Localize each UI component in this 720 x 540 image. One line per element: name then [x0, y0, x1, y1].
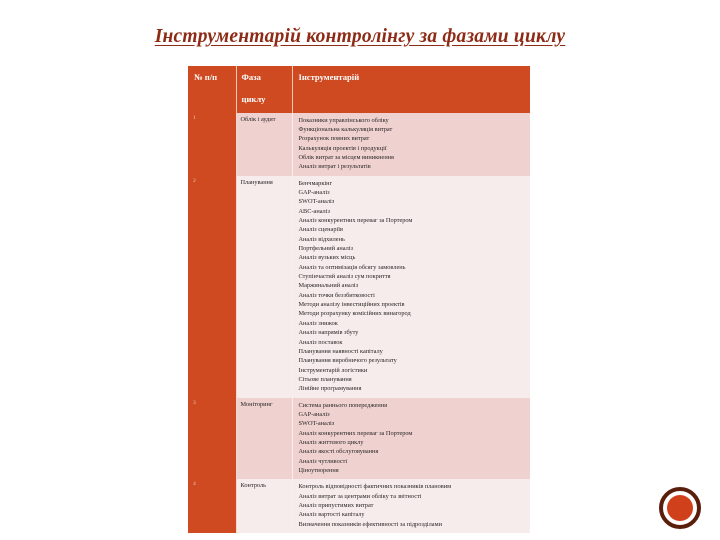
cell-tools	[292, 398, 530, 480]
tool-item: Аналіз якості обслуговування	[298, 448, 379, 456]
tool-item: Аналіз точки беззбитковості	[298, 291, 375, 299]
column-header-phase-line1: Фаза	[241, 72, 261, 82]
tool-item: Сітьове планування	[298, 375, 352, 383]
cell-phase: Планування	[236, 176, 292, 398]
tool-item: Аналіз відхилень	[298, 235, 345, 243]
tool-item: Облік витрат за місцем виникнення	[298, 153, 394, 161]
tool-item: Планування виробничого результату	[298, 357, 397, 365]
page-title: Інструментарій контролінгу за фазами циклу	[154, 26, 566, 47]
tool-item: Аналіз вартості капіталу	[298, 511, 365, 519]
cell-tools	[292, 479, 530, 533]
tool-item: Інструментарій логістики	[298, 366, 368, 374]
tool-item: Ступінчастий аналіз сум покриття	[298, 273, 391, 281]
table-row	[188, 479, 530, 533]
tool-item: Аналіз життєвого циклу	[298, 438, 364, 446]
tool-item: Функціональна калькуляція витрат	[298, 125, 393, 133]
tool-item: Система раннього попередження	[298, 401, 388, 409]
tool-item: Планування наявності капіталу	[298, 347, 383, 355]
table-row	[188, 176, 530, 398]
tool-item: Аналіз витрат і результатів	[298, 163, 371, 171]
tool-item: Аналіз витрат за центрами обліку та звітності	[298, 492, 422, 500]
tool-item: Аналіз знижок	[298, 319, 338, 327]
column-header-number: № п/п	[188, 66, 236, 113]
decorative-circle-mark	[659, 487, 701, 529]
cell-number: 4	[188, 479, 236, 533]
table-row	[188, 113, 530, 176]
tool-item: Розрахунок повних витрат	[298, 135, 370, 143]
column-header-tools: Інструментарій	[292, 66, 530, 113]
tool-item: Аналіз вузьких місць	[298, 254, 356, 262]
tool-item: Аналіз чутливості	[298, 457, 348, 465]
tool-item: Аналіз конкурентних переваг за Портером	[298, 217, 413, 225]
tool-item: Аналіз поставок	[298, 338, 343, 346]
tool-item: GAP-аналіз	[298, 410, 330, 418]
cell-number: 3	[188, 398, 236, 480]
cell-tools	[292, 176, 530, 398]
table-header-row	[188, 66, 530, 113]
tool-item: Аналіз конкурентних переваг за Портером	[298, 429, 413, 437]
tool-item: GAP-аналіз	[298, 189, 330, 197]
tool-item: Аналіз сценаріїв	[298, 226, 343, 234]
tool-item: Бенчмаркінг	[298, 179, 333, 187]
tool-item: Визначення показників ефективності за підрозділами	[298, 520, 442, 528]
tool-item: Методи розрахунку комісійних винагород	[298, 310, 411, 318]
tool-item: Маржинальний аналіз	[298, 282, 359, 290]
tool-item: Ціноутворення	[298, 466, 339, 474]
tool-item: Аналіз та оптимізація обсягу замовлень	[298, 263, 406, 271]
tool-item: Калькуляція проектів і продукції	[298, 144, 387, 152]
tool-item: SWOT-аналіз	[298, 198, 335, 206]
column-header-phase	[236, 66, 292, 113]
table-body	[188, 113, 530, 533]
column-header-phase-line2: циклу	[241, 94, 266, 105]
cell-phase: Облік і аудит	[236, 113, 292, 176]
tool-item: SWOT-аналіз	[298, 420, 335, 428]
table-row	[188, 398, 530, 480]
tool-item: Методи аналізу інвестиційних проектів	[298, 301, 405, 309]
cell-tools	[292, 113, 530, 176]
cell-number: 2	[188, 176, 236, 398]
cell-number: 1	[188, 113, 236, 176]
tool-item: Контроль відповідності фактичних показників плановим	[298, 483, 452, 491]
cell-phase: Моніторинг	[236, 398, 292, 480]
tool-item: Аналіз припустимих витрат	[298, 502, 374, 510]
controlling-tools-table	[188, 66, 530, 533]
tool-item: Лінійне програмування	[298, 385, 362, 393]
cell-phase: Контроль	[236, 479, 292, 533]
tool-item: Показники управлінського обліку	[298, 116, 389, 124]
tool-item: Аналіз напрямів збуту	[298, 329, 359, 337]
dot-icon	[667, 495, 693, 521]
tool-item: ABC-аналіз	[298, 207, 330, 215]
tool-item: Портфельний аналіз	[298, 245, 353, 253]
